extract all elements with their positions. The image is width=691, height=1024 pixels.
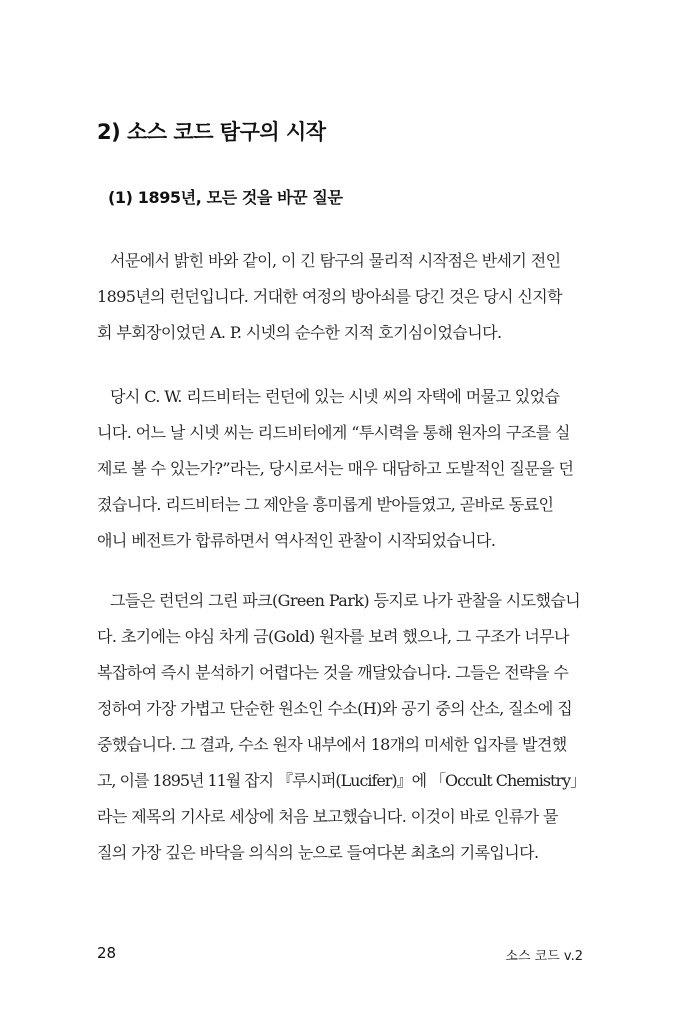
paragraph-line: 당시 C. W. 리드비터는 런던에 있는 시넷 씨의 자택에 머물고 있었습	[110, 387, 560, 406]
paragraph-line: 복잡하여 즉시 분석하기 어렵다는 것을 깨달았습니다. 그들은 전략을 수	[97, 663, 569, 682]
paragraph-line: 중했습니다. 그 결과, 수소 원자 내부에서 18개의 미세한 입자를 발견했	[97, 735, 567, 754]
paragraph-line: 그들은 런던의 그린 파크(Green Park) 등지로 나가 관찰을 시도했습니	[110, 591, 581, 610]
paragraph-line: 고, 이를 1895년 11월 잡지 『루시퍼(Lucifer)』에 「Occult Chemistry」	[97, 771, 586, 790]
page-number: 28	[97, 944, 117, 962]
section-title: 2) 소스 코드 탐구의 시작	[97, 120, 326, 144]
paragraph-line: 회 부회장이었던 A. P. 시넷의 순수한 지적 호기심이었습니다.	[97, 323, 502, 342]
paragraph-line: 졌습니다. 리드비터는 그 제안을 흥미롭게 받아들였고, 곧바로 동료인	[97, 495, 554, 514]
paragraph-line: 정하여 가장 가볍고 단순한 원소인 수소(H)와 공기 중의 산소, 질소에 집	[97, 699, 573, 718]
paragraph-line: 애니 베전트가 합류하면서 역사적인 관찰이 시작되었습니다.	[97, 531, 496, 550]
paragraph-line: 다. 초기에는 야심 차게 금(Gold) 원자를 보려 했으나, 그 구조가 너무나	[97, 627, 569, 646]
paragraph-line: 라는 제목의 기사로 세상에 처음 보고했습니다. 이것이 바로 인류가 물	[97, 807, 558, 826]
subsection-title: (1) 1895년, 모든 것을 바꾼 질문	[108, 188, 343, 207]
paragraph-line: 서문에서 밝힌 바와 같이, 이 긴 탐구의 물리적 시작점은 반세기 전인	[110, 251, 561, 270]
paragraph-line: 니다. 어느 날 시넷 씨는 리드비터에게 “투시력을 통해 원자의 구조를 실	[97, 423, 570, 442]
paragraph-line: 질의 가장 깊은 바닥을 의식의 눈으로 들여다본 최초의 기록입니다.	[97, 843, 539, 862]
running-footer-title: 소스 코드 v.2	[505, 949, 583, 964]
paragraph-line: 1895년의 런던입니다. 거대한 여정의 방아쇠를 당긴 것은 당시 신지학	[97, 287, 562, 306]
paragraph-line: 제로 볼 수 있는가?”라는, 당시로서는 매우 대담하고 도발적인 질문을 던	[97, 459, 574, 478]
